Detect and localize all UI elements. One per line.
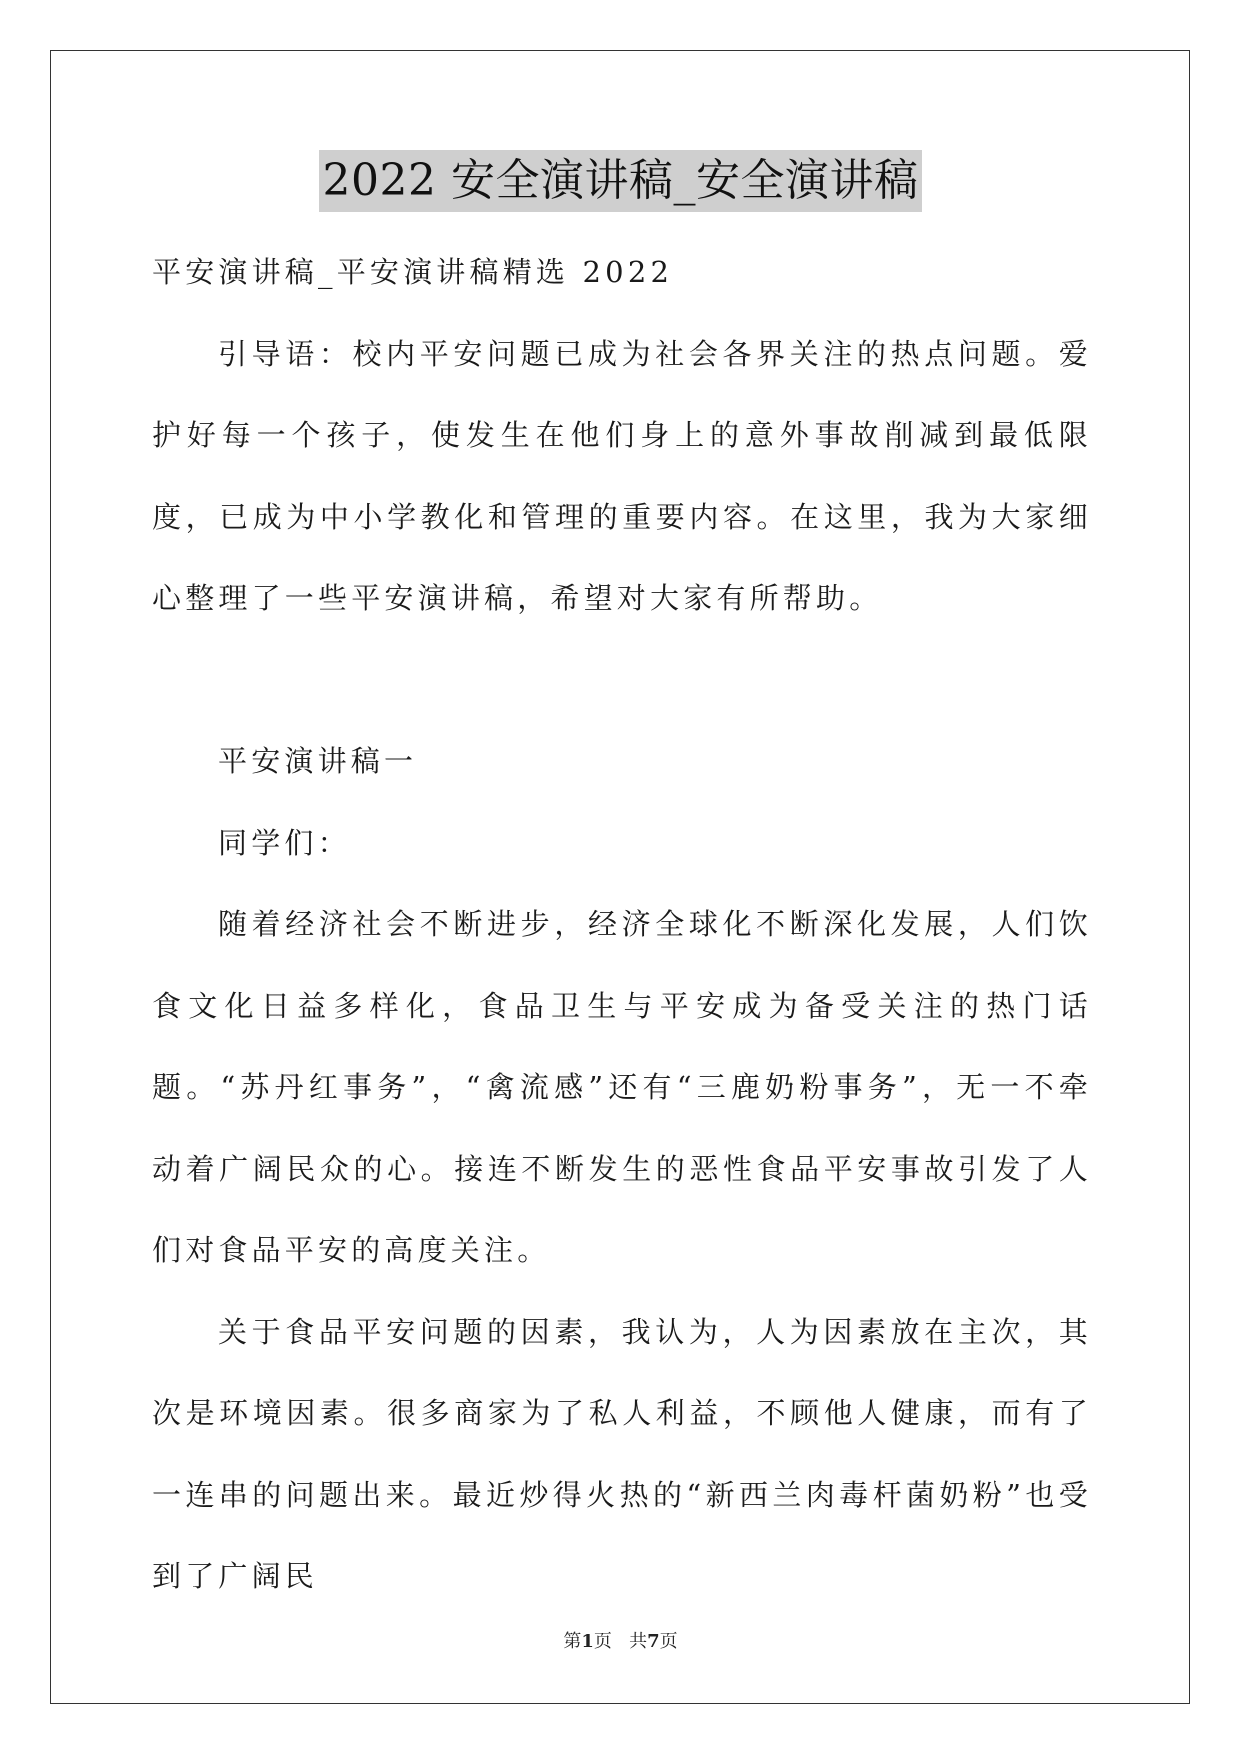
body-paragraph: 关于食品平安问题的因素，我认为，人为因素放在主次，其次是环境因素。很多商家为了私人利益，不顾他人健康，而有了一连串的问题出来。最近炒得火热的“新西兰肉毒杆菌奶粉”也受到了广阔民 bbox=[152, 1314, 1092, 1593]
section-heading: 平安演讲稿一 bbox=[218, 744, 418, 778]
total-suffix: 页 bbox=[659, 1631, 678, 1652]
total-pages: 7 bbox=[647, 1631, 660, 1652]
document-title: 2022 安全演讲稿_安全演讲稿 bbox=[319, 150, 923, 212]
document-subtitle: 平安演讲稿_平安演讲稿精选 2022 bbox=[152, 255, 674, 289]
page-suffix: 页 bbox=[593, 1631, 612, 1652]
body-paragraph: 随着经济社会不断进步，经济全球化不断深化发展，人们饮食文化日益多样化，食品卫生与平安成为备受关注的热门话题。“苏丹红事务”，“禽流感”还有“三鹿奶粉事务”，无一不牵动着广阔民众的心。接连不断发生的恶性食品平安事故引发了人们对食品平安的高度关注。 bbox=[152, 907, 1092, 1267]
document-body bbox=[152, 232, 1092, 1618]
salutation: 同学们： bbox=[218, 825, 351, 860]
blank-line bbox=[152, 640, 1092, 722]
page-prefix: 第 bbox=[563, 1631, 582, 1652]
intro-paragraph: 引导语：校内平安问题已成为社会各界关注的热点问题。爱护好每一个孩子，使发生在他们身上的意外事故削减到最低限度，已成为中小学教化和管理的重要内容。在这里，我为大家细心整理了一些平安演讲稿，希望对大家有所帮助。 bbox=[152, 336, 1092, 615]
title-container bbox=[0, 150, 1241, 212]
total-prefix: 共 bbox=[629, 1631, 648, 1652]
page-number: 1 bbox=[581, 1631, 594, 1652]
page-footer bbox=[0, 1630, 1241, 1654]
